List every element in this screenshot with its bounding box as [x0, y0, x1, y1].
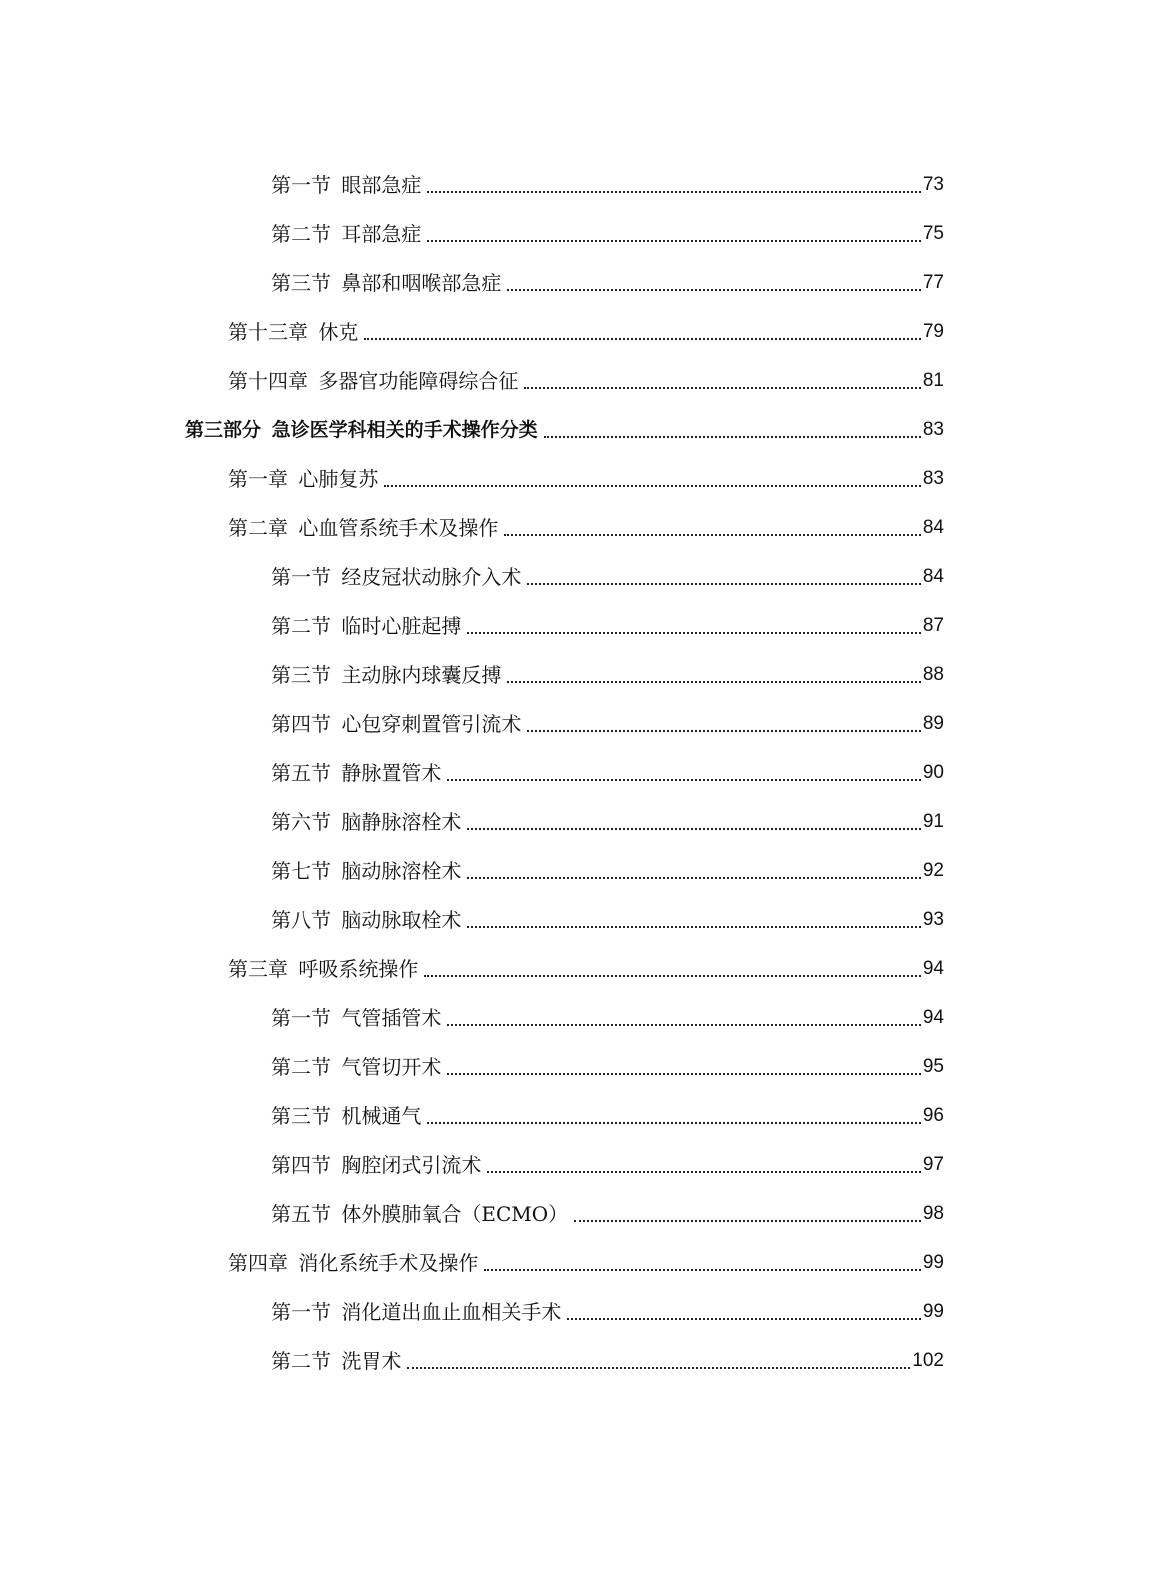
- toc-entry-chapter[interactable]: [0, 493, 1152, 542]
- toc-entry-title: [228, 516, 498, 542]
- toc-entry-title: [271, 663, 501, 689]
- toc-entry-section[interactable]: [0, 1326, 1152, 1375]
- toc-dot-leader: [467, 632, 921, 634]
- toc-entry-text: 耳部急症: [341, 222, 422, 246]
- toc-dot-leader: [507, 681, 921, 683]
- toc-entry-text: 临时心脏起搏: [341, 614, 462, 638]
- toc-entry-text: 主动脉内球囊反搏: [341, 663, 502, 687]
- toc-entry-section[interactable]: [0, 1081, 1152, 1130]
- toc-entry-number: 第四节: [271, 712, 331, 736]
- toc-page-number: 84: [922, 517, 944, 538]
- toc-entry-text: 经皮冠状动脉介入术: [341, 565, 522, 589]
- toc-page-number: 83: [922, 468, 944, 489]
- toc-entry-title: [271, 761, 441, 787]
- toc-entry-number: 第三章: [228, 957, 288, 981]
- toc-dot-leader: [427, 191, 921, 193]
- toc-entry-text: 鼻部和咽喉部急症: [341, 271, 502, 295]
- toc-entry-chapter[interactable]: [0, 1228, 1152, 1277]
- toc-dot-leader: [447, 779, 921, 781]
- toc-entry-title: [271, 173, 421, 199]
- toc-entry-number: 第二章: [228, 516, 288, 540]
- toc-entry-title: [228, 320, 358, 346]
- toc-entry-text: 急诊医学科相关的手术操作分类: [271, 419, 538, 441]
- toc-entry-title: [271, 859, 461, 885]
- toc-entry-text: 呼吸系统操作: [298, 957, 419, 981]
- toc-dot-leader: [424, 975, 921, 977]
- toc-entry-section[interactable]: [0, 150, 1152, 199]
- toc-entry-text: 多器官功能障碍综合征: [318, 369, 519, 393]
- toc-entry-section[interactable]: [0, 983, 1152, 1032]
- toc-entry-section[interactable]: [0, 1032, 1152, 1081]
- toc-entry-title: [271, 1202, 568, 1228]
- toc-page-number: 102: [912, 1350, 944, 1371]
- toc-dot-leader: [574, 1220, 921, 1222]
- toc-entry-section[interactable]: [0, 1130, 1152, 1179]
- toc-entry-text: 心血管系统手术及操作: [298, 516, 499, 540]
- toc-entry-text: 休克: [318, 320, 359, 344]
- toc-entry-number: 第五节: [271, 1202, 331, 1226]
- toc-entry-title: [228, 1251, 478, 1277]
- toc-entry-title: [228, 957, 418, 983]
- toc-entry-text: 机械通气: [341, 1104, 422, 1128]
- toc-entry-title: [271, 565, 521, 591]
- toc-entry-title: [185, 418, 538, 444]
- toc-entry-number: 第十四章: [228, 369, 308, 393]
- toc-entry-number: 第一节: [271, 1300, 331, 1324]
- toc-entry-number: 第四节: [271, 1153, 331, 1177]
- toc-page-number: 93: [922, 909, 944, 930]
- toc-page-number: 99: [922, 1252, 944, 1273]
- toc-page-number: 83: [922, 419, 944, 440]
- toc-dot-leader: [567, 1318, 921, 1320]
- toc-entry-text: 脑动脉溶栓术: [341, 859, 462, 883]
- toc-entry-chapter[interactable]: [0, 346, 1152, 395]
- toc-entry-section[interactable]: [0, 836, 1152, 885]
- toc-dot-leader: [504, 534, 921, 536]
- toc-entry-title: [271, 1300, 561, 1326]
- toc-entry-number: 第五节: [271, 761, 331, 785]
- toc-entry-section[interactable]: [0, 787, 1152, 836]
- toc-entry-title: [271, 1349, 401, 1375]
- toc-entry-number: 第二节: [271, 1055, 331, 1079]
- toc-dot-leader: [544, 436, 921, 438]
- toc-entry-number: 第十三章: [228, 320, 308, 344]
- toc-entry-text: 胸腔闭式引流术: [341, 1153, 482, 1177]
- toc-page-number: 99: [922, 1301, 944, 1322]
- toc-entry-title: [271, 271, 501, 297]
- toc-entry-title: [271, 712, 521, 738]
- toc-entry-section[interactable]: [0, 1277, 1152, 1326]
- toc-entry-section[interactable]: [0, 199, 1152, 248]
- toc-entry-part[interactable]: [0, 395, 1152, 444]
- toc-dot-leader: [427, 240, 921, 242]
- toc-dot-leader: [384, 485, 921, 487]
- toc-page-number: 90: [922, 762, 944, 783]
- toc-entry-number: 第四章: [228, 1251, 288, 1275]
- toc-dot-leader: [467, 877, 921, 879]
- toc-page-number: 98: [922, 1203, 944, 1224]
- toc-entry-number: 第一章: [228, 467, 288, 491]
- toc-entry-number: 第七节: [271, 859, 331, 883]
- toc-entry-section[interactable]: [0, 640, 1152, 689]
- toc-entry-number: 第二节: [271, 222, 331, 246]
- toc-dot-leader: [467, 926, 921, 928]
- toc-page-number: 77: [922, 272, 944, 293]
- toc-entry-number: 第八节: [271, 908, 331, 932]
- toc-page-number: 88: [922, 664, 944, 685]
- toc-dot-leader: [427, 1122, 921, 1124]
- toc-entry-number: 第二节: [271, 614, 331, 638]
- toc-entry-number: 第一节: [271, 565, 331, 589]
- toc-entry-number: 第三节: [271, 663, 331, 687]
- toc-page-number: 95: [922, 1056, 944, 1077]
- toc-page-number: 84: [922, 566, 944, 587]
- toc-dot-leader: [484, 1269, 921, 1271]
- toc-page-number: 87: [922, 615, 944, 636]
- toc-dot-leader: [487, 1171, 921, 1173]
- toc-entry-title: [271, 222, 421, 248]
- toc-entry-section[interactable]: [0, 542, 1152, 591]
- toc-dot-leader: [407, 1367, 910, 1369]
- toc-entry-text: 气管切开术: [341, 1055, 442, 1079]
- toc-entry-number: 第一节: [271, 1006, 331, 1030]
- toc-page-number: 97: [922, 1154, 944, 1175]
- toc-dot-leader: [447, 1024, 921, 1026]
- toc-entry-section[interactable]: [0, 1179, 1152, 1228]
- toc-entry-text: 消化系统手术及操作: [298, 1251, 479, 1275]
- toc-entry-text: 体外膜肺氧合（ECMO）: [341, 1202, 569, 1226]
- toc-page-number: 96: [922, 1105, 944, 1126]
- toc-entry-chapter[interactable]: [0, 934, 1152, 983]
- toc-entry-title: [271, 810, 461, 836]
- toc-dot-leader: [467, 828, 921, 830]
- toc-entry-chapter[interactable]: [0, 297, 1152, 346]
- toc-entry-title: [228, 369, 518, 395]
- toc-entry-text: 心肺复苏: [298, 467, 379, 491]
- toc-entry-text: 消化道出血止血相关手术: [341, 1300, 562, 1324]
- toc-page-number: 75: [922, 223, 944, 244]
- toc-entry-number: 第三部分: [185, 419, 262, 441]
- toc-entry-text: 气管插管术: [341, 1006, 442, 1030]
- toc-entry-text: 洗胃术: [341, 1349, 402, 1373]
- toc-entry-number: 第三节: [271, 1104, 331, 1128]
- toc-entry-section[interactable]: [0, 689, 1152, 738]
- toc-entry-number: 第二节: [271, 1349, 331, 1373]
- toc-entry-text: 静脉置管术: [341, 761, 442, 785]
- toc-page-number: 79: [922, 321, 944, 342]
- toc-page-number: 73: [922, 174, 944, 195]
- toc-dot-leader: [524, 387, 921, 389]
- toc-entry-title: [271, 1055, 441, 1081]
- toc-page-number: 94: [922, 1007, 944, 1028]
- toc-entry-number: 第六节: [271, 810, 331, 834]
- toc-dot-leader: [527, 583, 921, 585]
- toc-entry-section[interactable]: [0, 738, 1152, 787]
- toc-dot-leader: [364, 338, 921, 340]
- toc-entry-text: 眼部急症: [341, 173, 422, 197]
- toc-entry-number: 第一节: [271, 173, 331, 197]
- toc-page-number: 94: [922, 958, 944, 979]
- table-of-contents: [0, 150, 1152, 1375]
- toc-entry-text: 心包穿刺置管引流术: [341, 712, 522, 736]
- toc-entry-number: 第三节: [271, 271, 331, 295]
- toc-page-number: 89: [922, 713, 944, 734]
- toc-entry-section[interactable]: [0, 591, 1152, 640]
- toc-entry-title: [271, 1104, 421, 1130]
- toc-dot-leader: [527, 730, 921, 732]
- toc-entry-text: 脑动脉取栓术: [341, 908, 462, 932]
- toc-page-number: 92: [922, 860, 944, 881]
- toc-entry-title: [271, 908, 461, 934]
- toc-entry-chapter[interactable]: [0, 444, 1152, 493]
- toc-entry-title: [271, 1006, 441, 1032]
- toc-entry-title: [271, 614, 461, 640]
- toc-entry-section[interactable]: [0, 248, 1152, 297]
- toc-dot-leader: [507, 289, 921, 291]
- toc-entry-text: 脑静脉溶栓术: [341, 810, 462, 834]
- toc-entry-title: [228, 467, 378, 493]
- toc-entry-title: [271, 1153, 481, 1179]
- toc-dot-leader: [447, 1073, 921, 1075]
- toc-entry-section[interactable]: [0, 885, 1152, 934]
- toc-page-number: 81: [922, 370, 944, 391]
- toc-page-number: 91: [922, 811, 944, 832]
